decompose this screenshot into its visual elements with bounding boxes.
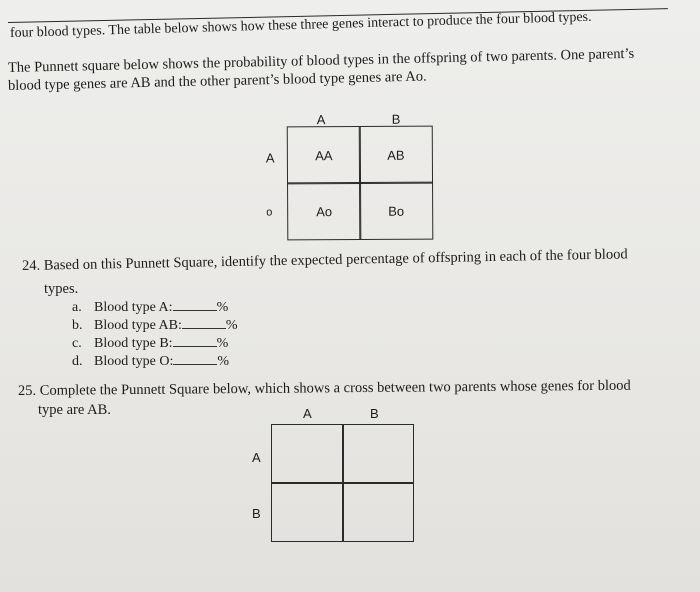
item-unit: %	[216, 300, 229, 315]
sq1-cell-bo: Bo	[359, 182, 433, 240]
item-label: Blood type O:	[94, 354, 174, 369]
sq2-col-header-b: B	[370, 406, 379, 421]
q25-line-1: 25. Complete the Punnett Square below, which shows a cross between two parents whose genes for blood	[17, 377, 631, 399]
sq2-cell-1[interactable]	[271, 424, 344, 484]
q24-item-b	[72, 316, 238, 334]
sq2-cell-3[interactable]	[271, 482, 344, 542]
q24-line-1: 24. Based on this Punnett Square, identify the expected percentage of offspring in each of the four blood	[21, 246, 628, 274]
answer-blank-a[interactable]	[173, 298, 217, 311]
sq2-cell-4[interactable]	[342, 482, 414, 542]
sq2-row-header-a: A	[252, 450, 261, 465]
sq1-cell-ao: Ao	[287, 182, 361, 240]
item-letter: d.	[72, 354, 83, 369]
sq1-row-header-a: A	[265, 150, 275, 166]
sq1-col-header-b: B	[391, 111, 401, 127]
item-label: Blood type AB:	[94, 318, 182, 333]
q24-line-2: types.	[44, 281, 79, 297]
item-label: Blood type B:	[94, 336, 173, 351]
punnett-square-2	[248, 406, 418, 546]
item-letter: b.	[72, 318, 83, 333]
item-label: Blood type A:	[94, 300, 173, 315]
item-unit: %	[216, 336, 229, 351]
sq1-row-header-o: o	[266, 206, 273, 219]
answer-blank-c[interactable]	[173, 334, 217, 347]
sq1-col-header-a: A	[316, 112, 326, 128]
q24-item-a	[72, 298, 228, 316]
q24-item-c	[72, 334, 228, 352]
answer-blank-b[interactable]	[182, 316, 226, 329]
sq1-cell-aa: AA	[287, 126, 361, 184]
intro-line-3: blood type genes are AB and the other parent’s blood type genes are Ao.	[7, 68, 427, 94]
punnett-square-1	[262, 112, 443, 245]
sq2-cell-2[interactable]	[342, 424, 414, 484]
intro-line-1: four blood types. The table below shows how these three genes interact to produce the four blood types.	[9, 9, 592, 41]
sq2-col-header-a: A	[303, 406, 312, 421]
sq2-row-header-b: B	[252, 506, 261, 521]
q24-item-d	[72, 352, 229, 370]
answer-blank-d[interactable]	[173, 352, 217, 365]
item-letter: c.	[72, 336, 82, 351]
item-letter: a.	[72, 300, 82, 315]
intro-line-2: The Punnett square below shows the probability of blood types in the offspring of two parents. One parent’s	[7, 45, 635, 76]
item-unit: %	[217, 354, 230, 369]
q25-line-2: type are AB.	[38, 402, 111, 418]
item-unit: %	[225, 318, 238, 333]
sq1-cell-ab: AB	[359, 126, 433, 184]
